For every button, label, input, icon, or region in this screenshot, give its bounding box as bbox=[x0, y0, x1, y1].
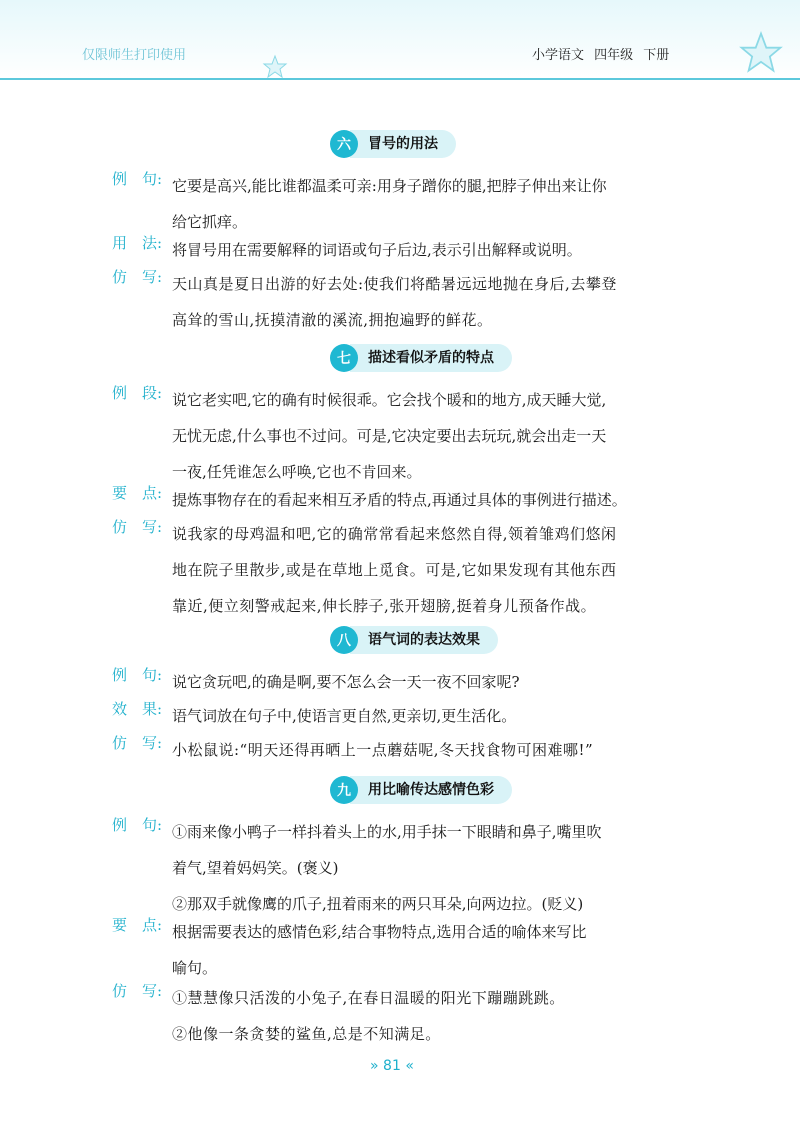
text-line: 靠近,便立刻警戒起来,伸长脖子,张开翅膀,挺着身儿预备作战。 bbox=[172, 597, 597, 615]
text-line: 说我家的母鸡温和吧,它的确常常看起来悠然自得,领着雏鸡们悠闲 bbox=[172, 525, 617, 543]
row-label: 仿 写: bbox=[112, 518, 163, 536]
text-line: 提炼事物存在的看起来相互矛盾的特点,再通过具体的事例进行描述。 bbox=[172, 491, 627, 509]
section-number-badge: 九 bbox=[330, 776, 358, 804]
text-line: ②那双手就像鹰的爪子,扭着雨来的两只耳朵,向两边拉。(贬义) bbox=[172, 895, 584, 913]
page-number-right-deco: « bbox=[405, 1058, 414, 1074]
section-title: 描述看似矛盾的特点 bbox=[350, 344, 512, 372]
page-number-value: 81 bbox=[383, 1058, 401, 1074]
text-line: 高耸的雪山,抚摸清澈的溪流,拥抱遍野的鲜花。 bbox=[172, 311, 493, 329]
section-number-badge: 六 bbox=[330, 130, 358, 158]
row-label: 例 句: bbox=[112, 666, 163, 684]
header-bar bbox=[0, 0, 800, 80]
section-title: 用比喻传达感情色彩 bbox=[350, 776, 512, 804]
header-divider bbox=[0, 78, 800, 80]
star-icon bbox=[262, 54, 288, 80]
text-line: 说它贪玩吧,的确是啊,要不怎么会一天一夜不回家呢? bbox=[172, 673, 520, 691]
text-line: 它要是高兴,能比谁都温柔可亲:用身子蹭你的腿,把脖子伸出来让你 bbox=[172, 177, 607, 195]
section-number-badge: 八 bbox=[330, 626, 358, 654]
section-title: 冒号的用法 bbox=[350, 130, 456, 158]
text-line: 语气词放在句子中,使语言更自然,更亲切,更生活化。 bbox=[172, 707, 517, 725]
page-number-left-deco: » bbox=[370, 1058, 379, 1074]
text-line: 无忧无虑,什么事也不过问。可是,它决定要出去玩玩,就会出走一天 bbox=[172, 427, 607, 445]
page-number bbox=[370, 1058, 414, 1074]
section-heading bbox=[330, 128, 456, 160]
header-left-text: 仅限师生打印使用 bbox=[82, 48, 187, 63]
row-label: 要 点: bbox=[112, 916, 163, 934]
header-right-text: 小学语文 四年级 下册 bbox=[532, 48, 670, 63]
text-line: 根据需要表达的感情色彩,结合事物特点,选用合适的喻体来写比 bbox=[172, 923, 587, 941]
row-label: 用 法: bbox=[112, 234, 163, 252]
text-line: ②他像一条贪婪的鲨鱼,总是不知满足。 bbox=[172, 1025, 441, 1043]
text-line: 给它抓痒。 bbox=[172, 213, 248, 231]
text-line: 将冒号用在需要解释的词语或句子后边,表示引出解释或说明。 bbox=[172, 241, 582, 259]
text-line: ①雨来像小鸭子一样抖着头上的水,用手抹一下眼睛和鼻子,嘴里吹 bbox=[172, 823, 602, 841]
section-title: 语气词的表达效果 bbox=[350, 626, 498, 654]
row-label: 例 段: bbox=[112, 384, 163, 402]
row-label: 要 点: bbox=[112, 484, 163, 502]
row-label: 例 句: bbox=[112, 170, 163, 188]
section-heading bbox=[330, 342, 512, 374]
text-line: 喻句。 bbox=[172, 959, 218, 977]
row-label: 效 果: bbox=[112, 700, 163, 718]
text-line: 天山真是夏日出游的好去处:使我们将酷暑远远地抛在身后,去攀登 bbox=[172, 275, 617, 293]
text-line: 说它老实吧,它的确有时候很乖。它会找个暖和的地方,成天睡大觉, bbox=[172, 391, 607, 409]
row-label: 仿 写: bbox=[112, 268, 163, 286]
text-line: 地在院子里散步,或是在草地上觅食。可是,它如果发现有其他东西 bbox=[172, 561, 617, 579]
text-line: ①慧慧像只活泼的小兔子,在春日温暖的阳光下蹦蹦跳跳。 bbox=[172, 989, 565, 1007]
row-label: 例 句: bbox=[112, 816, 163, 834]
row-label: 仿 写: bbox=[112, 734, 163, 752]
text-line: 一夜,任凭谁怎么呼唤,它也不肯回来。 bbox=[172, 463, 422, 481]
section-heading bbox=[330, 624, 498, 656]
row-label: 仿 写: bbox=[112, 982, 163, 1000]
star-icon bbox=[738, 30, 784, 76]
text-line: 小松鼠说:“明天还得再晒上一点蘑菇呢,冬天找食物可困难哪!” bbox=[172, 741, 594, 759]
section-heading bbox=[330, 774, 512, 806]
section-number-badge: 七 bbox=[330, 344, 358, 372]
text-line: 着气,望着妈妈笑。(褒义) bbox=[172, 859, 339, 877]
